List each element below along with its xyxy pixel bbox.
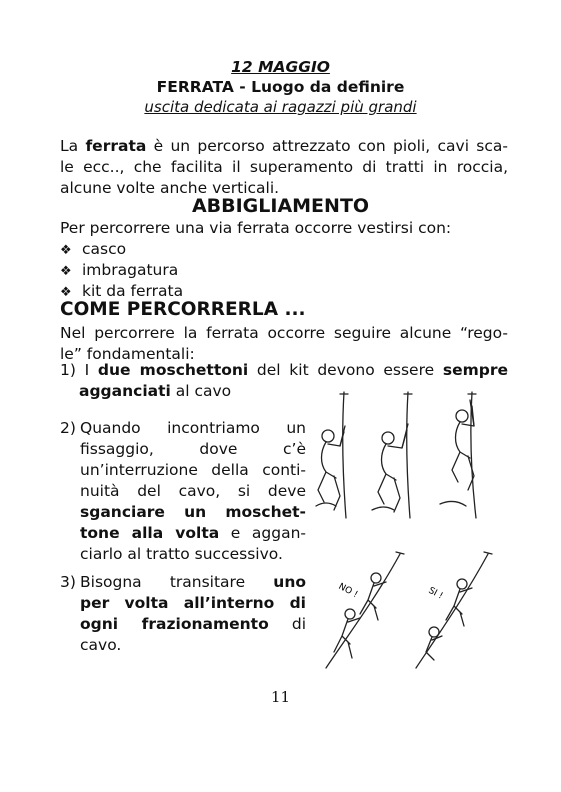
intro-line-3: alcune volte anche verticali. [60,179,280,197]
page-number: 11 [270,688,291,706]
event-subtitle: uscita dedicata ai ragazzi più grandi [144,98,417,116]
climber-clipping-illustration [312,386,502,526]
list-item: ❖ casco [60,239,126,261]
how-intro [60,323,508,365]
rule-2-line-5: sganciare un moschet- [80,503,306,521]
event-date: 12 MAGGIO [231,58,330,76]
clothing-intro: Per percorrere una via ferrata occorre vestirsi con: [60,219,452,237]
how-intro-line-2: le” fondamentali: [60,345,195,363]
intro-line-2: le ecc.., che facilita il superamento di tratti in roccia, [60,158,508,176]
rule-2-line-6: tone alla volta e aggan- [80,524,306,542]
diamond-bullet-icon: ❖ [60,264,72,279]
rule-1-line-1: 1) I due moschettoni del kit devono essere sempre [60,361,508,379]
rule-3-line-1: Bisogna transitare uno [80,573,306,591]
intro-paragraph [60,136,508,199]
one-per-section-illustration [316,548,502,674]
rule-2-number: 2) [60,419,76,437]
rule-2-line-1: Quando incontriamo un [80,419,306,437]
rule-3-line-3: ogni frazionamento di [80,615,306,633]
intro-line-1: La ferrata è un percorso attrezzato con pioli, cavi sca- [60,137,508,155]
label-no: NO ! [336,581,360,601]
rule-3-line-2: per volta all’interno di [80,594,306,612]
rule-2-line-3: un’interruzione della conti- [80,461,306,479]
rule-3 [60,572,306,656]
list-item: ❖ imbragatura [60,260,178,282]
section-title-how: COME PERCORRERLA ... [60,299,306,320]
rule-2 [60,418,306,565]
rule-2-line-7: ciarlo al tratto successivo. [80,545,283,563]
rule-1-line-2: agganciati al cavo [79,382,232,400]
rule-2-line-4: nuità del cavo, si deve [80,482,306,500]
how-intro-line-1: Nel percorrere la ferrata occorre seguire alcune “rego- [60,324,508,342]
rule-3-number: 3) [60,573,76,591]
list-item: ❖ kit da ferrata [60,281,183,303]
rule-3-line-4: cavo. [80,636,122,654]
event-title: FERRATA - Luogo da definire [156,78,405,96]
section-title-clothing: ABBIGLIAMENTO [191,195,370,217]
diamond-bullet-icon: ❖ [60,243,72,258]
diamond-bullet-icon: ❖ [60,285,72,300]
rule-2-line-2: fissaggio, dove c’è [80,440,306,458]
label-si: SI ! [426,585,445,602]
